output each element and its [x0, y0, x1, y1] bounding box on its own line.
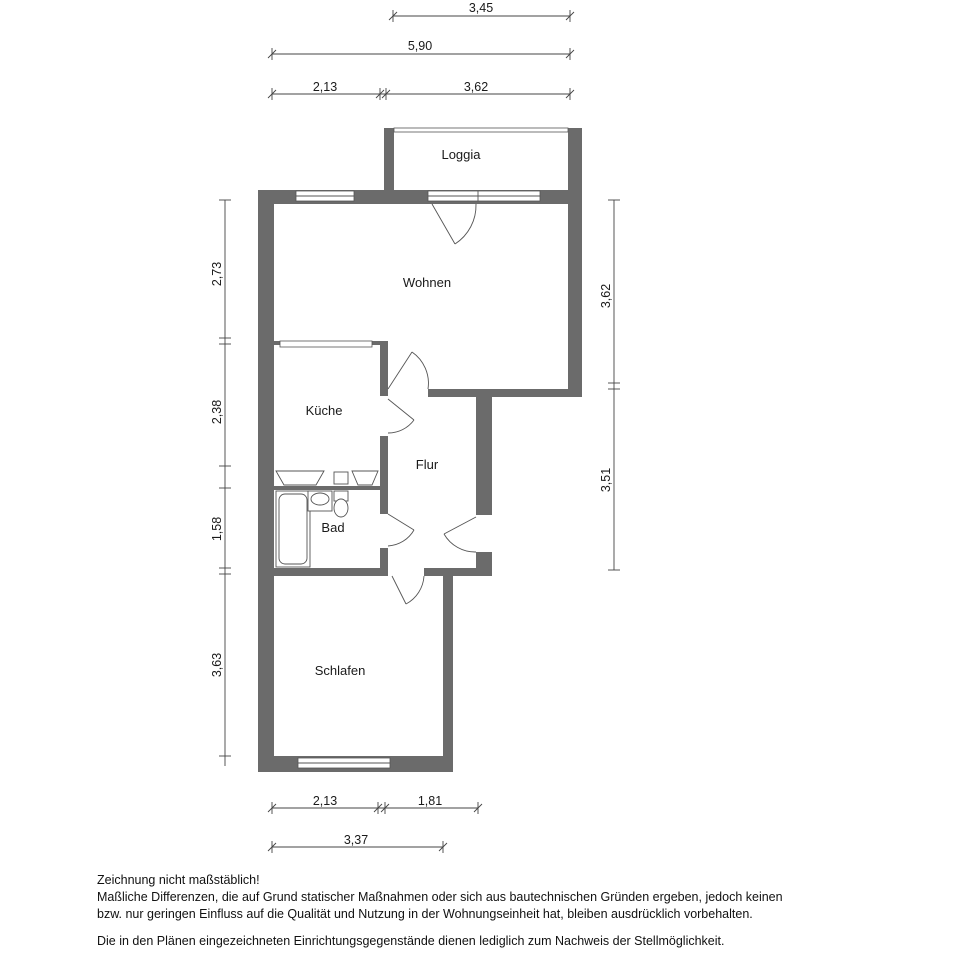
dim-label: 1,81: [417, 794, 443, 808]
note-deviations-1: Maßliche Differenzen, die auf Grund statischer Maßnahmen oder sich aus bautechnischen Gründen ergeben, jedoch keinen: [97, 890, 783, 904]
toilet-icon: [334, 472, 348, 517]
doors: [388, 204, 476, 604]
dim-label: 3,62: [463, 80, 489, 94]
room-label-flur: Flur: [415, 457, 439, 472]
room-label-schlafen: Schlafen: [314, 663, 366, 678]
dim-label: 2,73: [210, 261, 224, 287]
note-not-to-scale: Zeichnung nicht maßstäblich!: [97, 873, 260, 887]
dim-label: 2,13: [312, 794, 338, 808]
dimension-right: [599, 200, 620, 570]
room-label-wohnen: Wohnen: [402, 275, 452, 290]
dimension-left: [210, 200, 231, 766]
dim-label: 3,45: [468, 1, 494, 15]
disclaimer-notes: [97, 872, 937, 950]
dimension-bottom-2-13-1-81: [268, 794, 482, 814]
dimension-bottom-3-37: [268, 833, 447, 853]
dim-label: 3,37: [343, 833, 369, 847]
dim-label: 3,51: [599, 467, 613, 493]
note-furnishing: Die in den Plänen eingezeichneten Einrichtungsgegenstände dienen lediglich zum Nachweis der Stellmöglichkeit.: [97, 934, 725, 948]
note-deviations-2: bzw. nur geringen Einfluss auf die Qualität und Nutzung in der Wohnungseinheit hat, bleiben ausdrücklich vorbehalten.: [97, 907, 753, 921]
dim-label: 2,13: [312, 80, 338, 94]
dimension-top-2-13-3-62: [268, 80, 574, 100]
bathtub-icon: [276, 491, 310, 567]
dim-label: 3,62: [599, 283, 613, 309]
room-label-kueche: Küche: [305, 403, 343, 418]
room-labels: [306, 147, 482, 678]
dim-label: 5,90: [407, 39, 433, 53]
dimension-top-3-45: [389, 1, 574, 22]
dim-label: 1,58: [210, 516, 224, 542]
room-label-bad: Bad: [321, 520, 345, 535]
walls: [258, 128, 582, 772]
fixtures: [276, 471, 378, 567]
dimension-top-5-90: [268, 39, 574, 60]
sink-icon: [308, 491, 332, 511]
room-label-loggia: Loggia: [441, 147, 481, 162]
dim-label: 2,38: [210, 399, 224, 425]
dim-label: 3,63: [210, 652, 224, 678]
kitchen-counter-icon: [276, 471, 378, 485]
